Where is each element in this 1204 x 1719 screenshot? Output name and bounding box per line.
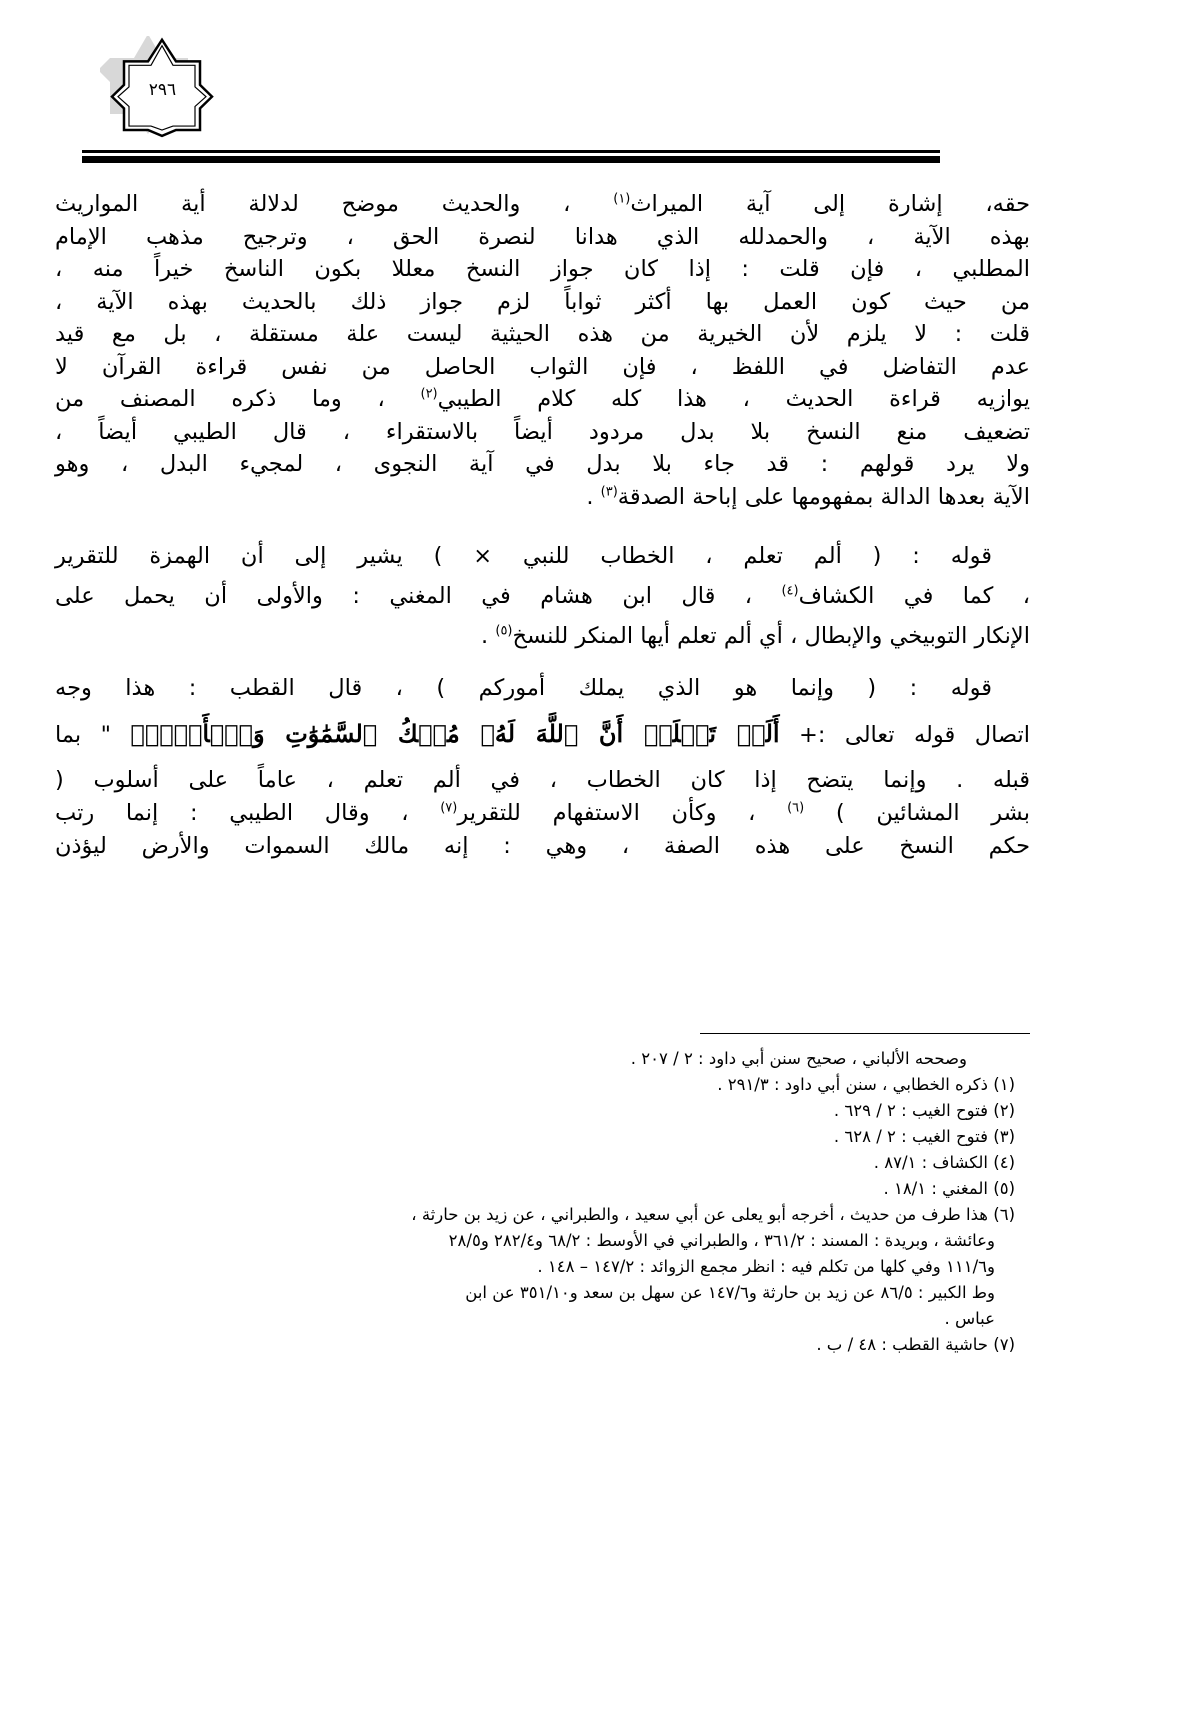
footnote-item: (٧) حاشية القطب : ٤٨ / ب . (816, 1335, 1015, 1354)
text-segment: حكم النسخ على هذه الصفة ، وهي : إنه مالك السموات والأرض ليؤذن (55, 833, 1030, 859)
text-line (55, 616, 1030, 656)
text-line (55, 351, 1030, 384)
text-line (55, 830, 1030, 863)
text-segment: ، وما ذكره المصنف من (55, 386, 421, 412)
text-line (55, 286, 1030, 319)
text-segment: ، والحديث موضح لدلالة أية المواريث (55, 191, 614, 217)
text-line (55, 221, 1030, 254)
footnote-ref[interactable]: (٤) (781, 583, 799, 599)
text-segment: عدم التفاضل في اللفظ ، فإن الثواب الحاصل من نفس قراءة القرآن لا (55, 353, 1030, 380)
text-line (55, 705, 1030, 764)
text-segment: " بما (55, 722, 131, 748)
footnote-ref[interactable]: (٧) (440, 800, 458, 816)
footnote-ref[interactable]: (٥) (495, 623, 513, 639)
text-segment: من حيث كون العمل بها أكثر ثواباً لزم جواز ذلك بالحديث بهذه الآية ، (55, 288, 1030, 315)
text-line (55, 448, 1030, 481)
text-line (55, 253, 1030, 286)
text-segment: ولا يرد قولهم : قد جاء بلا بدل في آية النجوى ، لمجيء البدل ، وهو (55, 451, 1030, 477)
text-segment: . (586, 483, 601, 510)
header-rule-thick (82, 156, 940, 163)
footnote-continuation: وط الكبير : ٨٦/٥ عن زيد بن حارثة و١٤٧/٦ عن سهل بن سعد و٣٥١/١٠ عن ابن (465, 1283, 995, 1302)
text-segment: . (481, 623, 496, 649)
footnote-ref[interactable]: (٣) (600, 484, 618, 499)
text-segment: قلت : لا يلزم لأن الخيرية من هذه الحيثية ليست علة مستقلة ، بل مع قيد (55, 321, 1030, 347)
body-paragraph-1 (55, 188, 1030, 513)
header-rule-thin (82, 150, 940, 153)
footnote-ref[interactable]: (٢) (420, 386, 438, 402)
footnote-continuation: عباس . (944, 1309, 995, 1328)
text-segment: الآية بعدها الدالة بمفهومها على إباحة الصدقة (617, 483, 1030, 510)
footnotes (55, 1046, 1015, 1358)
footnote-item: (٤) الكشاف : ٨٧/١ . (873, 1153, 1015, 1172)
text-line (55, 536, 1030, 576)
footnote-item: (١) ذكره الخطابي ، سنن أبي داود : ٢٩١/٣ . (717, 1075, 1015, 1094)
text-segment: قوله : ( وإنما هو الذي يملك أموركم ) ، قال القطب : هذا وجه (55, 675, 992, 701)
text-line (55, 188, 1030, 221)
text-segment: تضعيف منع النسخ بلا بدل مردود أيضاً بالاستقراء ، قال الطيبي أيضاً ، (55, 418, 1030, 445)
text-line (55, 576, 1030, 616)
footnote-continuation: و١١١/٦ وفي كلها من تكلم فيه : انظر مجمع الزوائد : ١٤٧/٢ – ١٤٨ . (537, 1257, 995, 1276)
footnote-continuation: وصححه الألباني ، صحيح سنن أبي داود : ٢ / ٢٠٧ . (630, 1049, 967, 1068)
quran-verse: أَلَمۡ تَعۡلَمۡ أَنَّ ٱللَّهَ لَهُۥ مُلۡكُ ٱلسَّمَٰوَٰتِ وَٱلۡأَرۡضِۗ (130, 719, 780, 748)
footnote-ref[interactable]: (١) (613, 191, 631, 207)
text-line (55, 481, 1030, 514)
text-segment: يوازيه قراءة الحديث ، هذا كله كلام الطيبي (437, 386, 1030, 412)
text-segment: قبله . وإنما يتضح إذا كان الخطاب ، في ألم تعلم ، عاماً على أسلوب ( (55, 767, 1030, 793)
body-paragraph-3 (55, 672, 1030, 863)
text-segment: حقه، إشارة إلى آية الميراث (630, 191, 1030, 217)
text-segment: الإنكار التوبيخي والإبطال ، أي ألم تعلم أيها المنكر للنسخ (512, 623, 1030, 649)
text-segment: ، كما في الكشاف (798, 583, 1030, 609)
text-segment: المطلبي ، فإن قلت : إذا كان جواز النسخ معللا بكون الناسخ خيراً منه ، (55, 256, 1030, 282)
footnote-item: (٣) فتوح الغيب : ٢ / ٦٢٨ . (833, 1127, 1015, 1146)
footnote-item: (٦) هذا طرف من حديث ، أخرجه أبو يعلى عن أبي سعيد ، والطبراني ، عن زيد بن حارثة ، (411, 1205, 1015, 1224)
text-segment: اتصال قوله تعالى :+ (779, 722, 1030, 748)
text-line (55, 318, 1030, 351)
text-segment: ، وكأن الاستفهام للتقرير (457, 800, 788, 826)
text-segment: ، وقال الطيبي : إنما رتب (55, 800, 441, 826)
text-line (55, 672, 1030, 705)
footnote-ref[interactable]: (٦) (787, 800, 805, 816)
footnote-item: (٢) فتوح الغيب : ٢ / ٦٢٩ . (833, 1101, 1015, 1120)
text-line (55, 764, 1030, 797)
text-segment: بهذه الآية ، والحمدلله الذي هدانا لنصرة الحق ، وترجيح مذهب الإمام (55, 223, 1030, 250)
body-paragraph-2 (55, 536, 1030, 656)
page-number: ٢٩٦ (148, 80, 177, 100)
text-segment: ، قال ابن هشام في المغني : والأولى أن يحمل على (55, 583, 782, 609)
text-line (55, 416, 1030, 449)
footnote-continuation: وعائشة ، وبريدة : المسند : ٣٦١/٢ ، والطبراني في الأوسط : ٦٨/٢ و٢٨٢/٤ و٢٨/٥ (448, 1231, 995, 1250)
footnote-item: (٥) المغني : ١٨/١ . (883, 1179, 1015, 1198)
text-line (55, 383, 1030, 416)
text-segment: بشر المشائين ) (804, 800, 1030, 826)
footnote-separator (700, 1033, 1030, 1034)
text-segment: قوله : ( ألم تعلم ، الخطاب للنبي × ) يشير إلى أن الهمزة للتقرير (55, 543, 992, 569)
text-line (55, 797, 1030, 830)
